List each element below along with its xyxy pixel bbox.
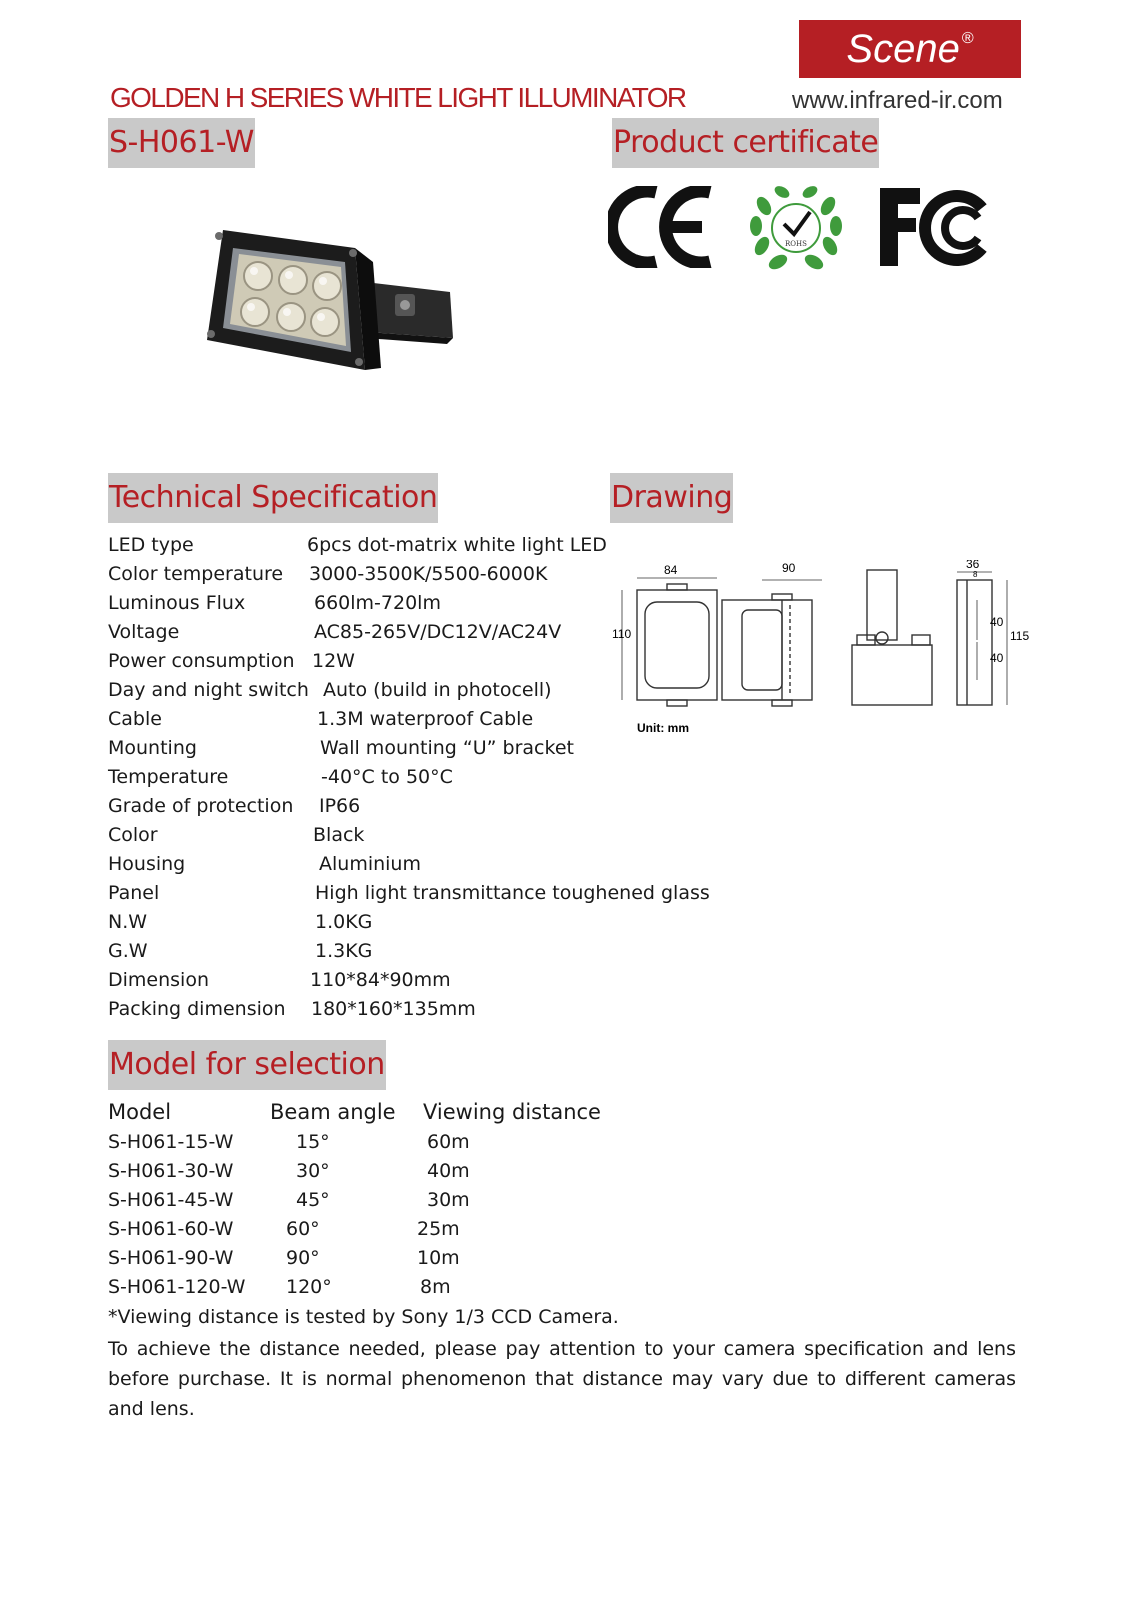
spec-value: 180*160*135mm xyxy=(311,998,476,1020)
test-note: *Viewing distance is tested by Sony 1/3 CCD Camera. xyxy=(108,1306,619,1328)
spec-label: LED type xyxy=(108,534,194,556)
unit-label: Unit: mm xyxy=(637,721,689,735)
spec-value: 1.3M waterproof Cable xyxy=(317,708,534,730)
spec-label: Grade of protection xyxy=(108,795,294,817)
spec-value: -40°C to 50°C xyxy=(321,766,453,788)
spec-label: Dimension xyxy=(108,969,209,991)
viewing-distance: 10m xyxy=(417,1247,460,1269)
dim-lower-label: 40 xyxy=(990,651,1004,665)
spec-value: Auto (build in photocell) xyxy=(323,679,552,701)
spec-value: IP66 xyxy=(319,795,361,817)
dim-width-label: 84 xyxy=(664,563,678,577)
spec-label: Mounting xyxy=(108,737,197,759)
dim-side-small-label: 8 xyxy=(973,570,978,579)
model-code: S-H061-45-W xyxy=(108,1189,234,1211)
section-drawing: Drawing xyxy=(610,473,733,523)
dim-depth-label: 90 xyxy=(782,561,796,575)
spec-label: N.W xyxy=(108,911,148,933)
dim-upper-label: 40 xyxy=(990,615,1004,629)
spec-value: Aluminium xyxy=(319,853,421,875)
section-certificate: Product certificate xyxy=(612,118,879,168)
spec-label: Panel xyxy=(108,882,160,904)
model-code: S-H061-90-W xyxy=(108,1247,234,1269)
beam-angle: 30° xyxy=(296,1160,330,1182)
viewing-distance: 40m xyxy=(427,1160,470,1182)
spec-value: 110*84*90mm xyxy=(310,969,451,991)
dim-side-label: 36 xyxy=(966,560,980,571)
spec-value: 6pcs dot-matrix white light LED xyxy=(307,534,607,556)
beam-angle: 15° xyxy=(296,1131,330,1153)
advice-paragraph: To achieve the distance needed, please pay attention to your camera specification and lens before purchase. It is normal phenomenon that distance may vary due to different cameras and lens. xyxy=(108,1338,1016,1420)
spec-label: Voltage xyxy=(108,621,180,643)
product-code: S-H061-W xyxy=(108,118,255,168)
spec-value: 12W xyxy=(312,650,355,672)
beam-angle-header: Beam angle xyxy=(270,1100,396,1124)
spec-value: AC85-265V/DC12V/AC24V xyxy=(314,621,562,643)
spec-label: Packing dimension xyxy=(108,998,286,1020)
beam-angle: 120° xyxy=(286,1276,332,1298)
beam-angle: 90° xyxy=(286,1247,320,1269)
beam-angle: 45° xyxy=(296,1189,330,1211)
beam-angle: 60° xyxy=(286,1218,320,1240)
spec-value: Wall mounting “U” bracket xyxy=(320,737,574,759)
fcc-mark-icon xyxy=(878,186,996,268)
viewing-distance: 30m xyxy=(427,1189,470,1211)
product-photo xyxy=(195,220,465,380)
model-code: S-H061-60-W xyxy=(108,1218,234,1240)
spec-label: Power consumption xyxy=(108,650,295,672)
model-header: Model xyxy=(108,1100,172,1124)
spec-value: 660lm-720lm xyxy=(314,592,441,614)
ce-mark-icon xyxy=(608,186,718,268)
model-code: S-H061-120-W xyxy=(108,1276,246,1298)
series-title: GOLDEN H SERIES WHITE LIGHT ILLUMINATOR xyxy=(110,82,686,113)
spec-label: Temperature xyxy=(108,766,229,788)
model-code: S-H061-30-W xyxy=(108,1160,234,1182)
spec-label: Day and night switch xyxy=(108,679,309,701)
spec-label: Luminous Flux xyxy=(108,592,246,614)
section-technical-spec: Technical Specification xyxy=(108,473,438,523)
spec-label: Color temperature xyxy=(108,563,284,585)
website-link[interactable]: www.infrared-ir.com xyxy=(792,87,1003,114)
viewing-distance: 8m xyxy=(420,1276,451,1298)
spec-value: Black xyxy=(313,824,365,846)
spec-value: 1.3KG xyxy=(315,940,373,962)
rohs-icon xyxy=(748,184,844,274)
registered-mark: ® xyxy=(961,30,974,47)
rohs-text: ROHS xyxy=(785,240,807,248)
brand-name: Scene xyxy=(846,26,960,71)
spec-value: 1.0KG xyxy=(315,911,373,933)
viewing-distance-header: Viewing distance xyxy=(423,1100,601,1124)
spec-label: Cable xyxy=(108,708,162,730)
viewing-distance: 60m xyxy=(427,1131,470,1153)
dim-height-label: 110 xyxy=(612,627,632,641)
spec-label: G.W xyxy=(108,940,148,962)
dimension-drawing xyxy=(612,560,1032,760)
spec-value: High light transmittance toughened glass xyxy=(315,882,710,904)
spec-label: Housing xyxy=(108,853,186,875)
spec-value: 3000-3500K/5500-6000K xyxy=(309,563,548,585)
section-model-selection: Model for selection xyxy=(108,1040,386,1090)
model-code: S-H061-15-W xyxy=(108,1131,234,1153)
spec-label: Color xyxy=(108,824,158,846)
brand-logo xyxy=(799,20,1021,78)
dim-total-label: 115 xyxy=(1010,629,1030,643)
viewing-distance: 25m xyxy=(417,1218,460,1240)
